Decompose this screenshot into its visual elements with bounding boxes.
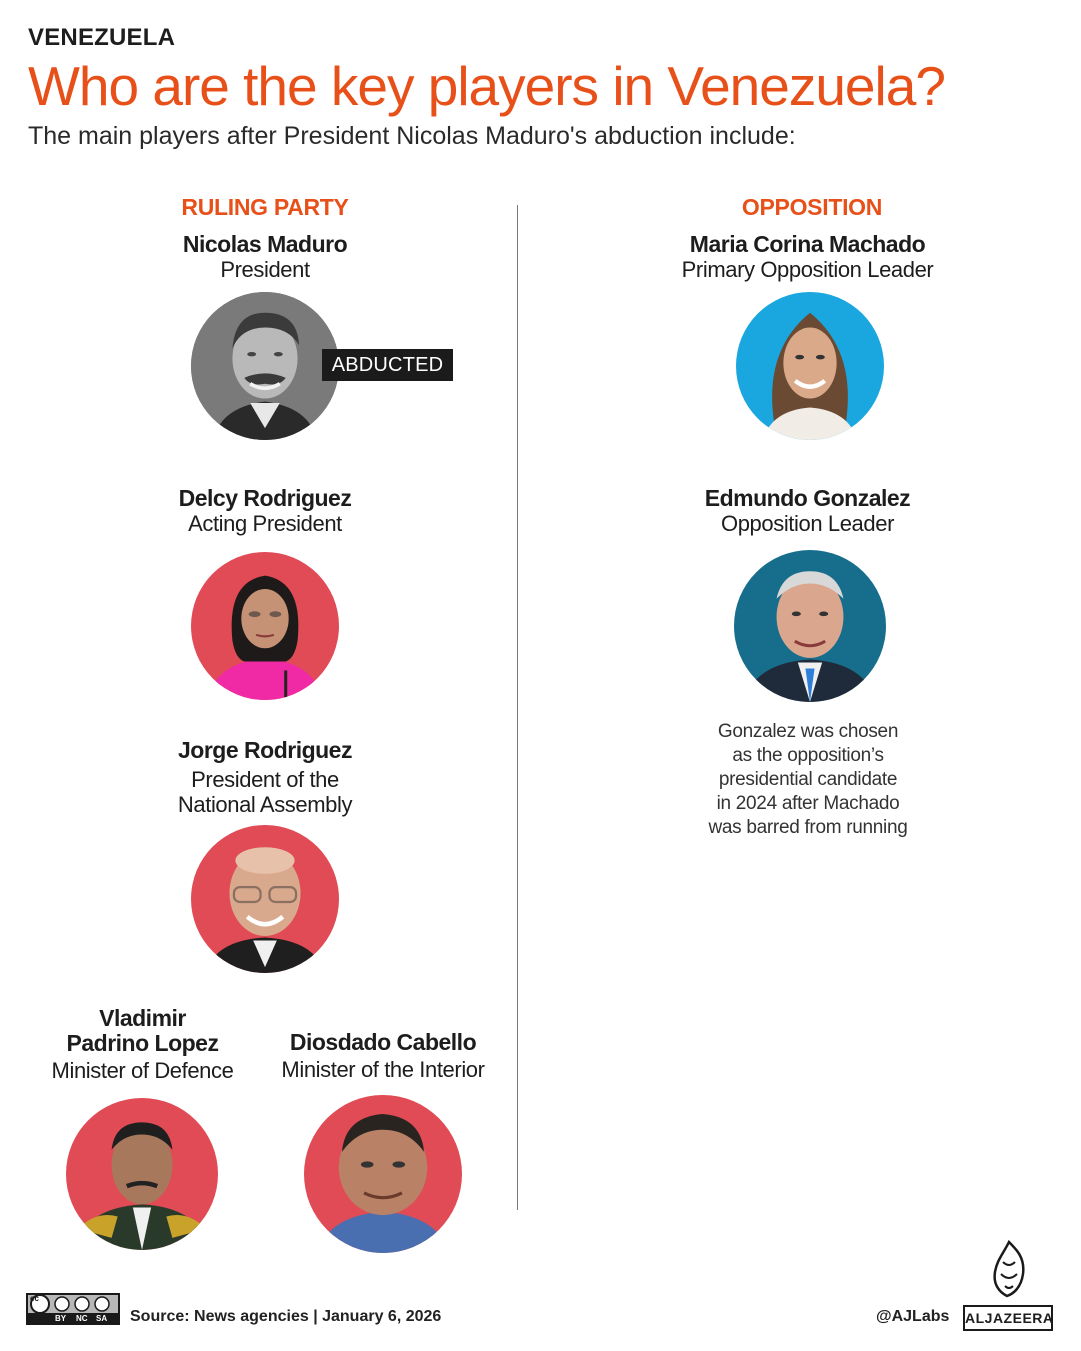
- cc-by-label: BY: [55, 1314, 67, 1323]
- jorge-rodriguez-portrait: [191, 825, 339, 973]
- column-divider: [517, 205, 518, 1210]
- cc-nc-label: NC: [76, 1314, 88, 1323]
- ajlabs-handle: @AJLabs: [876, 1308, 950, 1325]
- aljazeera-logo-icon: [987, 1240, 1031, 1298]
- abducted-badge: ABDUCTED: [322, 349, 453, 381]
- gonzalez-note: [668, 720, 948, 840]
- page-title: Who are the key players in Venezuela?: [28, 55, 945, 117]
- note-line: as the opposition’s: [732, 745, 884, 766]
- note-line: in 2024 after Machado: [716, 793, 900, 814]
- person-gonzalez: [640, 486, 975, 536]
- gonzalez-portrait: [734, 550, 886, 702]
- delcy-rodriguez-portrait: [191, 552, 339, 700]
- person-maduro: [115, 232, 415, 282]
- machado-portrait: [736, 292, 884, 440]
- padrino-lopez-portrait: [66, 1098, 218, 1250]
- note-line: was barred from running: [708, 817, 908, 838]
- page-subtitle: The main players after President Nicolas Maduro's abduction include:: [28, 122, 796, 150]
- person-role: Minister of the Interior: [281, 1057, 485, 1082]
- cc-sa-label: SA: [96, 1314, 108, 1323]
- kicker: VENEZUELA: [28, 24, 176, 51]
- person-name-line2: Padrino Lopez: [66, 1030, 219, 1056]
- person-name: Diosdado Cabello: [289, 1029, 477, 1055]
- maduro-portrait: [191, 292, 339, 440]
- note-line: presidential candidate: [718, 769, 898, 790]
- person-role: Primary Opposition Leader: [681, 257, 934, 282]
- opposition-heading: OPPOSITION: [741, 194, 883, 220]
- person-jorge-rodriguez: [115, 738, 415, 817]
- person-role-line2: National Assembly: [177, 792, 353, 817]
- person-name: Nicolas Maduro: [182, 231, 348, 257]
- person-delcy-rodriguez: [115, 486, 415, 536]
- person-name-line1: Vladimir: [99, 1005, 186, 1031]
- cc-icon: cc: [30, 1294, 39, 1303]
- note-line: Gonzalez was chosen: [717, 721, 899, 742]
- person-name: Jorge Rodriguez: [178, 737, 352, 763]
- person-name: Maria Corina Machado: [689, 231, 926, 257]
- person-padrino-lopez: [30, 1006, 255, 1083]
- aljazeera-wordmark: ALJAZEERA: [963, 1305, 1053, 1331]
- person-role: Opposition Leader: [721, 511, 894, 536]
- person-name: Edmundo Gonzalez: [704, 485, 911, 511]
- person-role-line1: President of the: [191, 767, 339, 792]
- source-line: Source: News agencies | January 6, 2026: [130, 1308, 442, 1325]
- person-role: Minister of Defence: [51, 1058, 234, 1083]
- ruling-party-heading: RULING PARTY: [181, 194, 349, 220]
- person-role: President: [220, 257, 310, 282]
- person-cabello: [258, 1030, 508, 1082]
- cabello-portrait: [304, 1095, 462, 1253]
- person-name: Delcy Rodriguez: [178, 485, 352, 511]
- creative-commons-badge: [26, 1293, 120, 1325]
- person-machado: [640, 232, 975, 282]
- person-role: Acting President: [188, 511, 342, 536]
